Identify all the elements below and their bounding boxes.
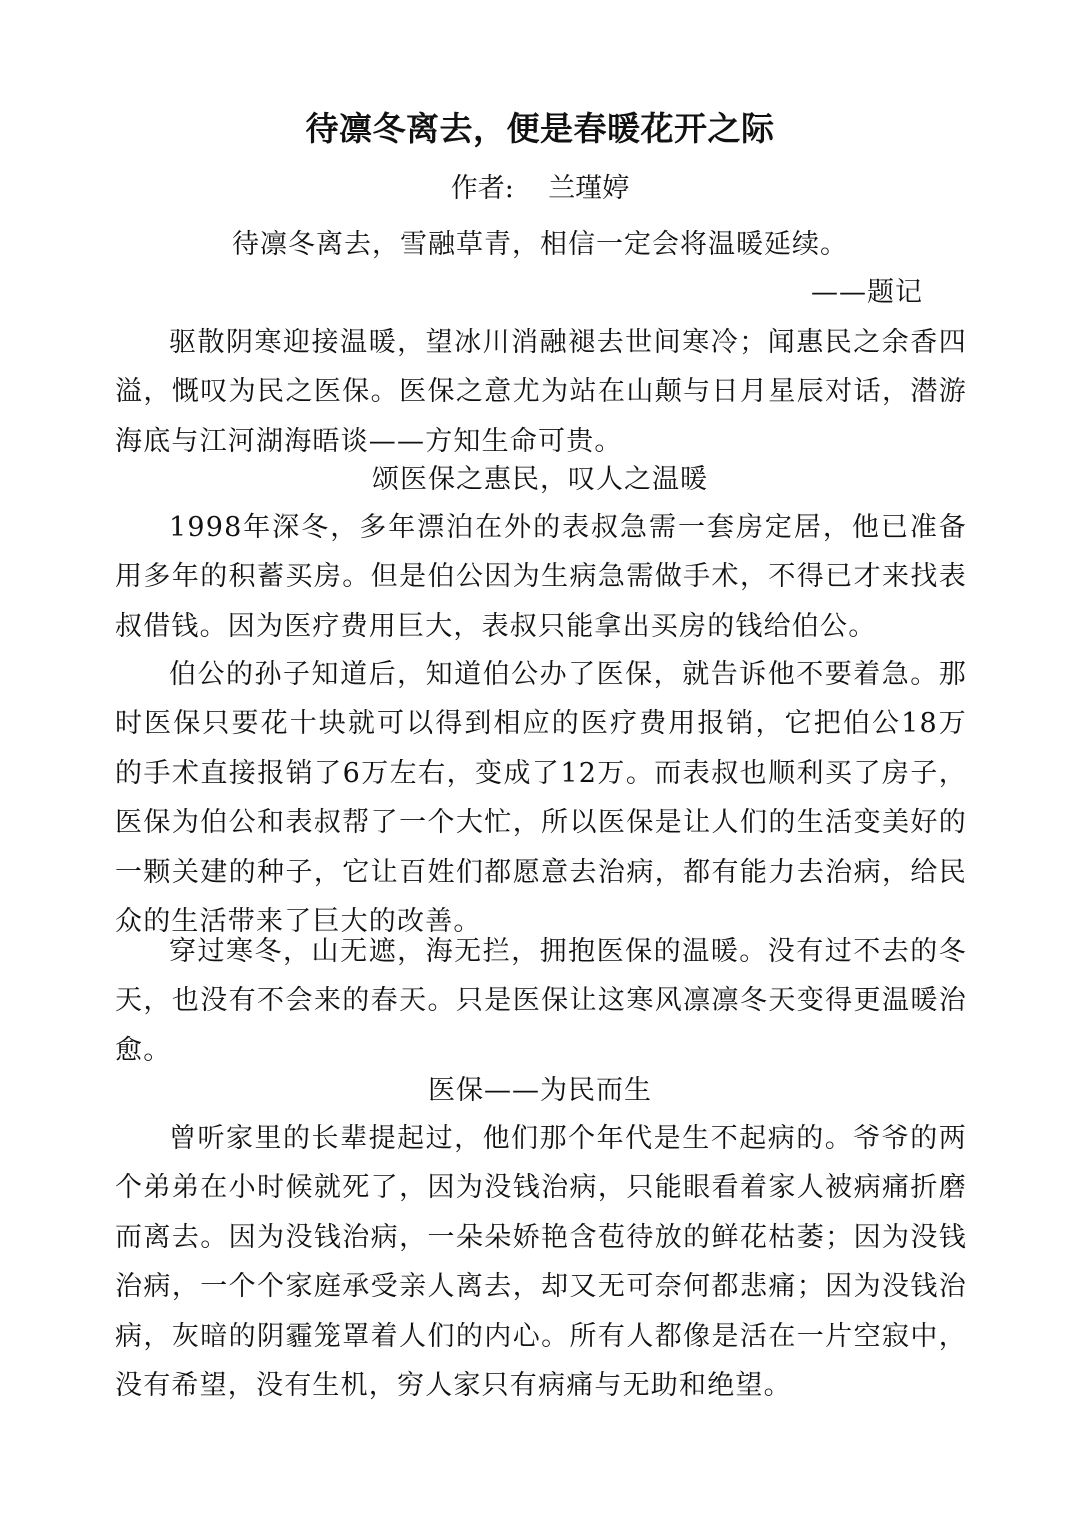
section1-paragraph-2: 伯公的孙子知道后，知道伯公办了医保，就告诉他不要着急。那时医保只要花十块就可以得到相应的医疗费用报销，它把伯公18万的手术直接报销了6万左右，变成了12万。而表叔也顺利买了房子，医保为伯公和表叔帮了一个大忙，所以医保是让人们的生活变美好的一颗关建的种子，它让百姓们都愿意去治病，都有能力去治病，给民众的生活带来了巨大的改善。 [115, 659, 967, 938]
section-heading-1: 颂医保之惠民，叹人之温暖 [372, 464, 708, 495]
article-title: 待凛冬离去，便是春暖花开之际 [305, 109, 775, 148]
section2-paragraph-1: 曾听家里的长辈提起过，他们那个年代是生不起病的。爷爷的两个弟弟在小时候就死了，因为没钱治病，只能眼看着家人被病痛折磨而离去。因为没钱治病，一朵朵娇艳含苞待放的鲜花枯萎；因为没钱治病，一个个家庭承受亲人离去，却又无可奈何都悲痛；因为没钱治病，灰暗的阴霾笼罩着人们的内心。所有人都像是活在一片空寂中，没有希望，没有生机，穷人家只有病痛与无助和绝望。 [115, 1123, 967, 1402]
section1-paragraph-3: 穿过寒冬，山无遮，海无拦，拥抱医保的温暖。没有过不去的冬天，也没有不会来的春天。只是医保让这寒风凛凛冬天变得更温暖治愈。 [115, 936, 967, 1066]
epigraph-text: 待凛冬离去，雪融草青，相信一定会将温暖延续。 [232, 229, 848, 260]
author-line: 作者: 兰瑾婷 [450, 173, 630, 204]
intro-paragraph: 驱散阴寒迎接温暖，望冰川消融褪去世间寒冷；闻惠民之余香四溢，慨叹为民之医保。医保之意尤为站在山颠与日月星辰对话，潜游海底与江河湖海晤谈——方知生命可贵。 [115, 327, 967, 457]
section-heading-2: 医保——为民而生 [428, 1075, 652, 1106]
section1-paragraph-1: 1998年深冬，多年漂泊在外的表叔急需一套房定居，他已准备用多年的积蓄买房。但是伯公因为生病急需做手术，不得已才来找表叔借钱。因为医疗费用巨大，表叔只能拿出买房的钱给伯公。 [115, 512, 967, 642]
epigraph-source: ——题记 [811, 277, 923, 308]
